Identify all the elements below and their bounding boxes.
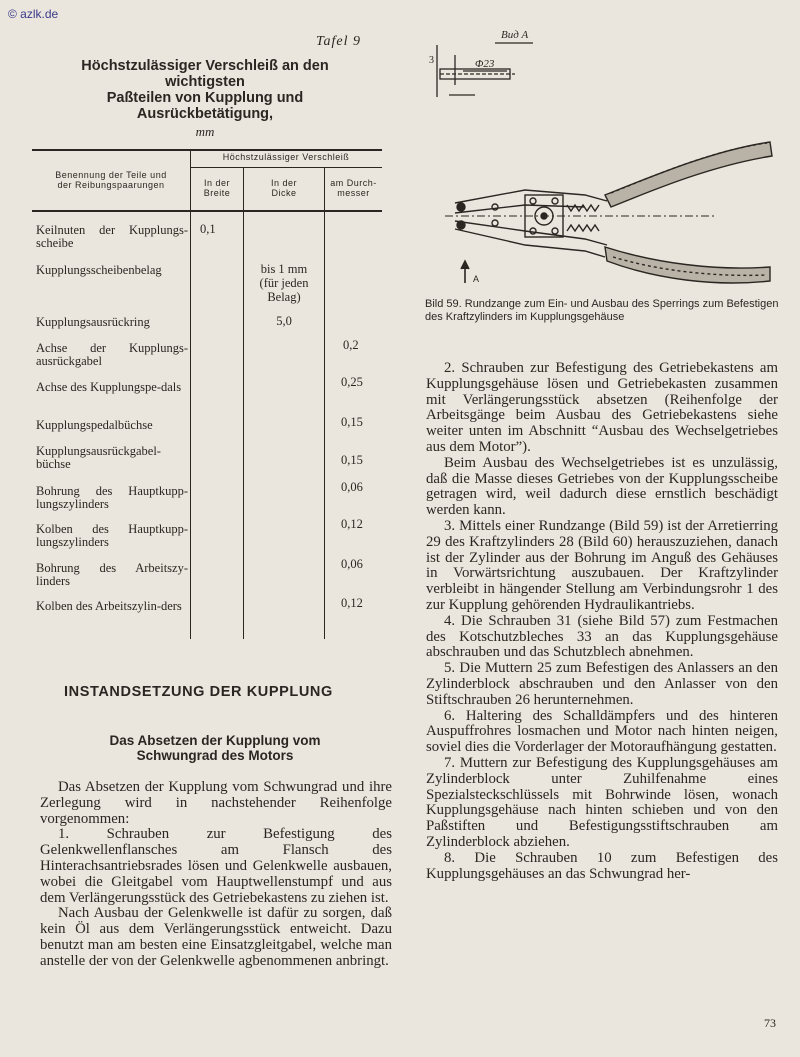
subsection-title-line: Schwungrad des Motors (136, 748, 294, 763)
header-inner-rule (190, 167, 382, 168)
row-thickness: bis 1 mm (für jeden Belag) (259, 262, 309, 304)
row-part: Achse des Kupplungspe-dals (36, 380, 182, 394)
detail-side: 3 (429, 55, 434, 66)
header-width (191, 178, 243, 198)
col-divider-2 (243, 167, 244, 639)
header-bottom-rule (32, 210, 382, 212)
left-body-text (40, 780, 392, 970)
detail-label: Вид А (501, 29, 529, 41)
paragraph: 1. Schrauben zur Befestigung des Gelenkwellenflansches am Flansch des Hinterachsantriebsrades lösen und Gelenkwelle ausbauen, wobei die Gleitgabel vom Hauptwellenstumpf und aus dem Verlängerungsstück des Getriebekastens zu ziehen ist. (40, 826, 392, 906)
figure-caption: Bild 59. Rundzange zum Ein- und Ausbau des Sperrings zum Befestigen des Kraftzylinders im Kupplungsgehäuse (425, 298, 779, 323)
header-diameter (325, 178, 382, 198)
paragraph: 2. Schrauben zur Befestigung des Getriebekastens am Kupplungsgehäuse lösen und Getriebekasten zusammen mit Verlängerungsstück absetzen (Reihenfolge der Arbeitsgänge beim Ausbau des Getriebekastens siehe weiter unten im Abschnitt “Ausbau des Wechselgetriebes aus dem Motor”). (426, 360, 778, 455)
paragraph: Das Absetzen der Kupplung vom Schwungrad und ihre Zerlegung wird in nachstehender Reihenfolge vorgenommen: (40, 779, 392, 827)
header-parts (34, 170, 188, 190)
row-part: Kupplungsausrückgabel-büchse (36, 444, 161, 471)
table-title-line: Höchstzulässiger Verschleiß an den (81, 58, 329, 74)
row-part: Kupplungsausrückring (36, 315, 150, 329)
header-width-line: In der (203, 178, 230, 188)
right-body-text (426, 361, 778, 882)
paragraph: 4. Die Schrauben 31 (siehe Bild 57) zum Festmachen des Kotschutzbleches 33 an das Kupplungsgehäuse abschrauben und das Schutzblech abnehmen. (426, 612, 778, 661)
row-diameter: 0,25 (341, 375, 363, 389)
row-part: Kupplungspedalbüchse (36, 418, 153, 432)
table-unit: mm (195, 124, 215, 139)
row-diameter: 0,12 (341, 517, 363, 531)
col-divider-3 (324, 167, 325, 639)
paragraph: 6. Haltering des Schalldämpfers und des hinteren Auspuffrohres losmachen und Motor nach hinten neigen, soviel dies die Vorderlager der Motoraufhängung gestatten. (426, 707, 778, 756)
row-part: Keilnuten der Kupplungs-scheibe (36, 223, 188, 250)
header-thickness (244, 178, 324, 198)
section-title: INSTANDSETZUNG DER KUPPLUNG (64, 684, 333, 700)
header-diameter-line: am Durch- (330, 178, 377, 188)
header-width-line: Breite (203, 188, 231, 198)
pliers-drawing (445, 142, 772, 284)
site-watermark: © azlk.de (8, 7, 59, 21)
paragraph: 7. Muttern zur Befestigung des Kupplungsgehäuses am Zylinderblock unter Zuhilfenahme eines Spezialsteckschlüssels mit Bohrwinde lösen, wonach Kupplungsgehäuse nach hinten schieben und von den Paßstiften und Befestigungsstiftschrauben am Zylinderblock abziehen. (426, 754, 778, 850)
row-part: Kolben des Arbeitszylin-ders (36, 599, 182, 613)
row-part: Bohrung des Arbeitszy-linders (36, 561, 188, 588)
table-title-line: Paßteilen von Kupplung und (106, 90, 304, 106)
col-divider-1 (190, 149, 191, 639)
section-arrow-label: A (473, 274, 480, 284)
row-part: Kolben des Hauptkupp-lungszylinders (36, 522, 188, 549)
table-title-line: Ausrückbetätigung, (136, 106, 274, 122)
table-top-rule (32, 149, 382, 151)
row-diameter: 0,06 (341, 480, 363, 494)
header-thickness-line: In der (270, 178, 297, 188)
detail-view-a (429, 29, 533, 97)
header-parts-line: der Reibungspaarungen (57, 180, 165, 190)
row-diameter: 0,15 (341, 453, 363, 467)
row-diameter: 0,15 (341, 415, 363, 429)
row-diameter: 0,06 (341, 557, 363, 571)
paragraph: 8. Die Schrauben 10 zum Befestigen des Kupplungsgehäuses an das Schwungrad her- (426, 849, 778, 882)
row-part: Achse der Kupplungs-ausrückgabel (36, 341, 188, 368)
pliers-figure (415, 25, 785, 295)
paragraph: 3. Mittels einer Rundzange (Bild 59) ist der Arretierring 29 des Kraftzylinders 28 (Bild 60) herauszuziehen, danach ist der Zylinder aus der Bohrung im Anguß des Gehäuses in Vorwärtsrichtung auszubauen. Der Kraftzylinder verbleibt in hängender Stellung am Verbindungsrohr 1 des zur Kupplung gehörenden Hydraulikantriebs. (426, 517, 778, 613)
row-diameter: 0,2 (343, 338, 359, 352)
row-part: Kupplungsscheibenbelag (36, 263, 162, 277)
subsection-title (60, 733, 370, 763)
paragraph: 5. Die Muttern 25 zum Befestigen des Anlassers an den Zylinderblock abschrauben und den Anlasser von den Stiftschrauben 26 herunternehmen. (426, 660, 778, 708)
paragraph: Nach Ausbau der Gelenkwelle ist dafür zu sorgen, daß kein Öl aus dem Verlängerungsstück entweicht. Dazu benutzt man am besten eine Einsatzgleitgabel, welche man anstelle der von der Gelenkwelle agbenommenen anbringt. (40, 905, 392, 969)
table-title (40, 58, 370, 122)
row-thickness: 5,0 (276, 314, 292, 328)
subsection-title-line: Das Absetzen der Kupplung vom (109, 733, 321, 748)
page-number: 73 (764, 1016, 776, 1030)
table-title-line: wichtigsten (165, 74, 245, 90)
header-main: Höchstzulässiger Verschleiß (222, 152, 350, 162)
row-diameter: 0,12 (341, 596, 363, 610)
header-diameter-line: messer (337, 188, 370, 198)
header-thickness-line: Dicke (271, 188, 297, 198)
header-parts-line: Benennung der Teile und (55, 170, 167, 180)
row-part: Bohrung des Hauptkupp-lungszylinders (36, 484, 188, 511)
row-width: 0,1 (200, 222, 216, 236)
paragraph: Beim Ausbau des Wechselgetriebes ist es unzulässig, daß die Masse dieses Getriebes von der Kupplungsscheibe getragen wird, weil dadurch diese ernstlich beschädigt werden kann. (426, 454, 778, 519)
detail-diameter: Φ23 (475, 58, 495, 70)
plate-label: Tafel 9 (316, 34, 361, 49)
